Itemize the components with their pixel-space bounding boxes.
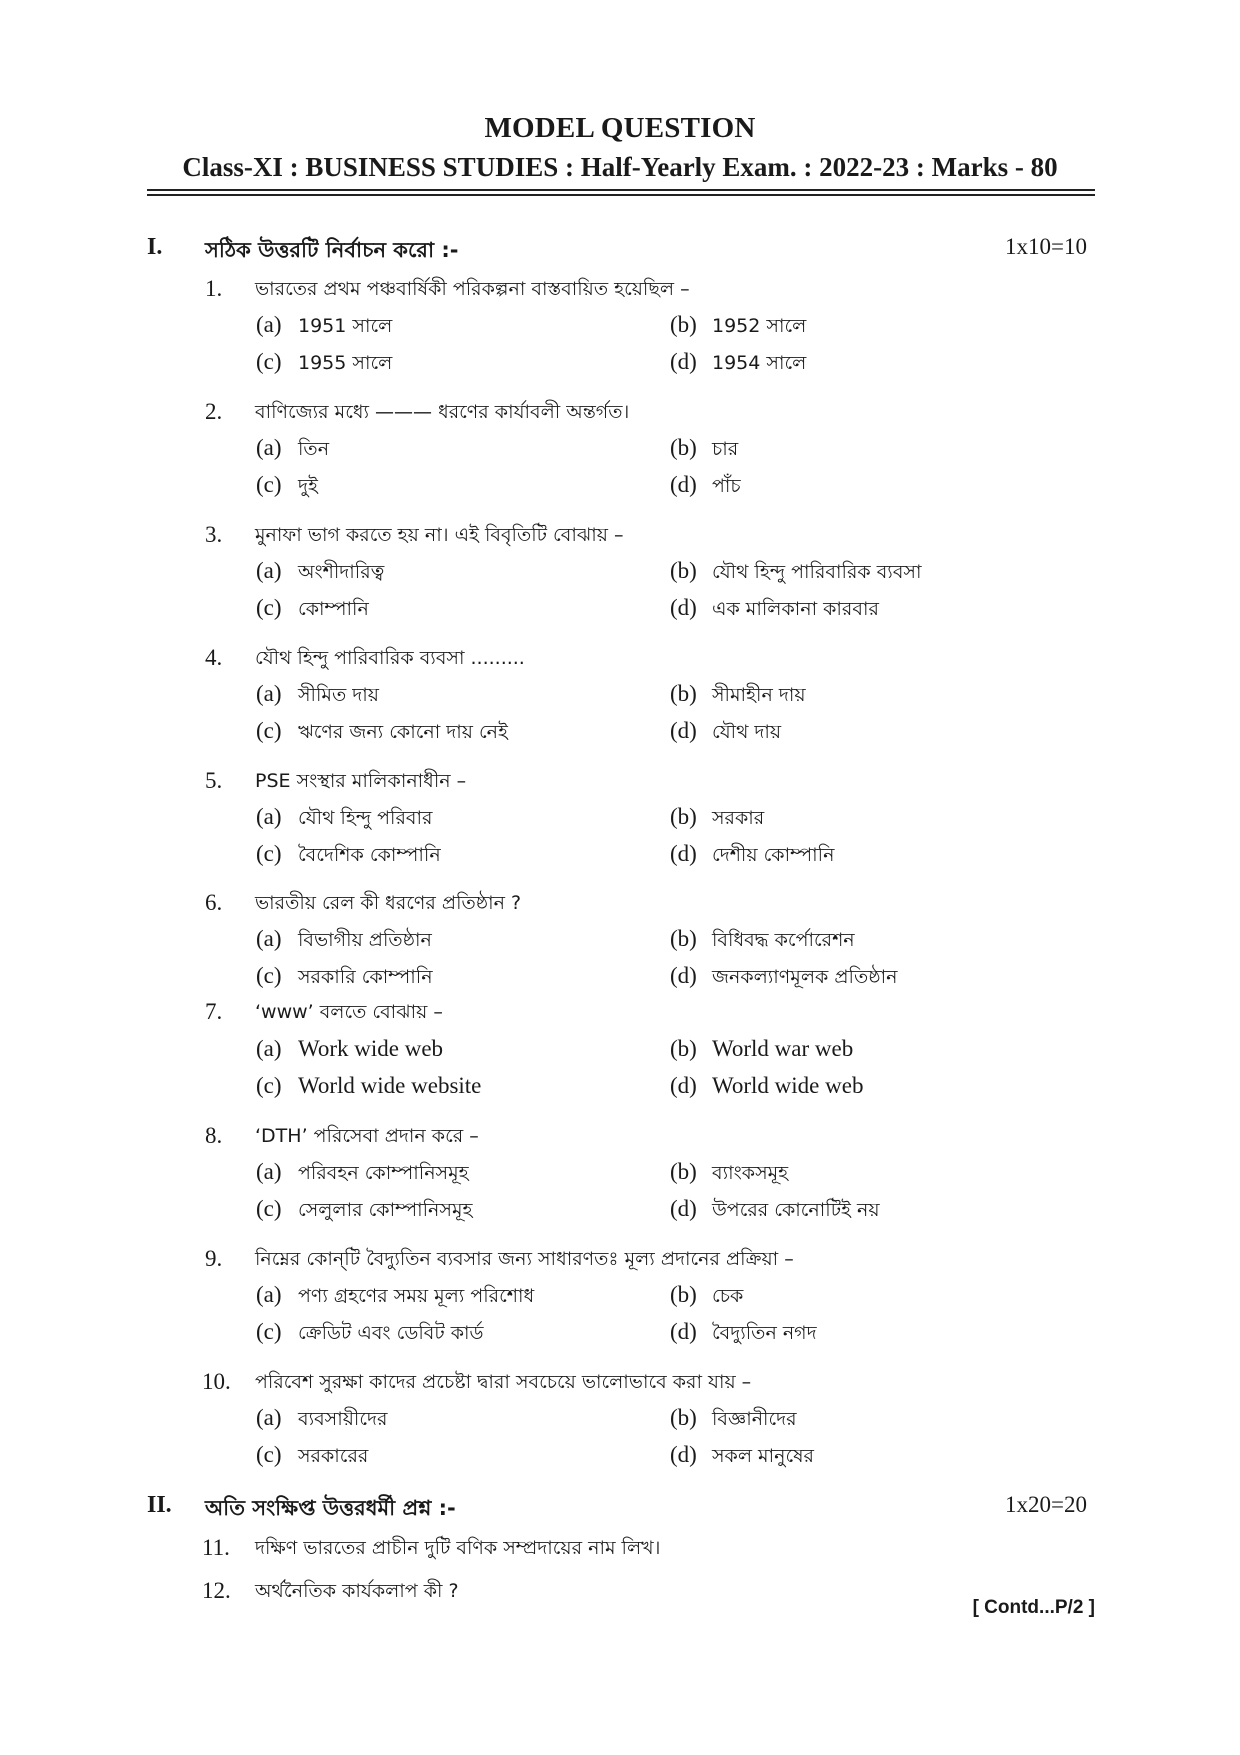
option-1d: (d) 1954 সালে — [670, 349, 807, 374]
option-5d: (d) দেশীয় কোম্পানি — [670, 841, 835, 866]
header-divider-bottom — [147, 194, 1095, 196]
question-number: 6. — [205, 890, 223, 915]
section-title: অতি সংক্ষিপ্ত উত্তরধর্মী প্রশ্ন :- — [205, 1496, 456, 1520]
option-6b: (b) বিধিবদ্ধ কর্পোরেশন — [670, 926, 855, 951]
section-number: II. — [147, 1492, 172, 1518]
option-4a: (a) সীমিত দায় — [256, 681, 379, 706]
continued-note: [ Contd...P/2 ] — [972, 1597, 1095, 1618]
section-header-mcq — [147, 234, 1087, 264]
option-9a: (a) পণ্য গ্রহণের সময় মূল্য পরিশোধ — [256, 1282, 535, 1307]
question-text: অর্থনৈতিক কার্যকলাপ কী ? — [255, 1580, 459, 1602]
option-3d: (d) এক মালিকানা কারবার — [670, 595, 879, 620]
section-title: সঠিক উত্তরটি নির্বাচন করো :- — [205, 238, 459, 262]
option-8c: (c) সেলুলার কোম্পানিসমূহ — [256, 1196, 473, 1221]
section-header-short-answer — [147, 1492, 1087, 1522]
option-7d: (d) World wide web — [670, 1073, 864, 1098]
option-9b: (b) চেক — [670, 1282, 744, 1307]
question-text: মুনাফা ভাগ করতে হয় না। এই বিবৃতিটি বোঝায় – — [255, 524, 624, 546]
option-5a: (a) যৌথ হিন্দু পরিবার — [256, 804, 433, 829]
option-7b: (b) World war web — [670, 1036, 854, 1061]
option-8d: (d) উপরের কোনোটিই নয় — [670, 1196, 880, 1221]
question-text: যৌথ হিন্দু পারিবারিক ব্যবসা ......... — [255, 647, 525, 669]
option-4b: (b) সীমাহীন দায় — [670, 681, 806, 706]
header-divider-top — [147, 189, 1095, 191]
question-number: 1. — [205, 276, 223, 301]
option-2a: (a) তিন — [256, 435, 330, 460]
option-4d: (d) যৌথ দায় — [670, 718, 782, 743]
option-6a: (a) বিভাগীয় প্রতিষ্ঠান — [256, 926, 432, 951]
question-text: PSE সংস্থার মালিকানাধীন – — [255, 770, 467, 792]
question-number: 4. — [205, 645, 223, 670]
section-marks: 1x10=10 — [1005, 234, 1087, 259]
option-1c: (c) 1955 সালে — [256, 349, 393, 374]
question-number: 2. — [205, 399, 223, 424]
option-4c: (c) ঋণের জন্য কোনো দায় নেই — [256, 718, 508, 743]
option-8b: (b) ব্যাংকসমূহ — [670, 1159, 789, 1184]
option-10a: (a) ব্যবসায়ীদের — [256, 1405, 388, 1430]
page-title: MODEL QUESTION — [484, 112, 756, 144]
option-9c: (c) ক্রেডিট এবং ডেবিট কার্ড — [256, 1319, 484, 1344]
option-2c: (c) দুই — [256, 472, 318, 497]
option-10d: (d) সকল মানুষের — [670, 1442, 815, 1467]
question-text: ‘www’ বলতে বোঝায় – — [255, 1001, 443, 1023]
question-number: 10. — [202, 1369, 231, 1394]
question-number: 9. — [205, 1246, 223, 1271]
option-2b: (b) চার — [670, 435, 739, 460]
question-text: বাণিজ্যের মধ্যে ——— ধরণের কার্যাবলী অন্তর্গত। — [255, 401, 630, 423]
option-8a: (a) পরিবহন কোম্পানিসমূহ — [256, 1159, 469, 1184]
question-number: 3. — [205, 522, 223, 547]
option-7a: (a) Work wide web — [256, 1036, 444, 1061]
option-10c: (c) সরকারের — [256, 1442, 369, 1467]
section-marks: 1x20=20 — [1005, 1492, 1087, 1517]
exam-subtitle: Class-XI : BUSINESS STUDIES : Half-Yearly Exam. : 2022-23 : Marks - 80 — [182, 152, 1058, 182]
option-1a: (a) 1951 সালে — [256, 312, 393, 337]
option-3a: (a) অংশীদারিত্ব — [256, 558, 385, 583]
question-text: নিম্নের কোন্‌টি বৈদ্যুতিন ব্যবসার জন্য সাধারণতঃ মূল্য প্রদানের প্রক্রিয়া – — [255, 1248, 794, 1270]
option-2d: (d) পাঁচ — [670, 472, 741, 497]
question-number: 8. — [205, 1123, 223, 1148]
question-text: ভারতের প্রথম পঞ্চবার্ষিকী পরিকল্পনা বাস্তবায়িত হয়েছিল – — [255, 278, 690, 300]
question-number: 7. — [205, 999, 223, 1024]
question-text: পরিবেশ সুরক্ষা কাদের প্রচেষ্টা দ্বারা সবচেয়ে ভালোভাবে করা যায় – — [255, 1371, 752, 1393]
option-3c: (c) কোম্পানি — [256, 595, 369, 620]
question-text: ভারতীয় রেল কী ধরণের প্রতিষ্ঠান ? — [255, 892, 522, 914]
section-number: I. — [147, 234, 163, 260]
option-7c: (c) World wide website — [256, 1073, 482, 1098]
option-9d: (d) বৈদ্যুতিন নগদ — [670, 1319, 817, 1344]
option-10b: (b) বিজ্ঞানীদের — [670, 1405, 797, 1430]
question-text: ‘DTH’ পরিসেবা প্রদান করে – — [255, 1125, 479, 1147]
option-5b: (b) সরকার — [670, 804, 765, 829]
option-3b: (b) যৌথ হিন্দু পারিবারিক ব্যবসা — [670, 558, 922, 583]
option-1b: (b) 1952 সালে — [670, 312, 807, 337]
option-5c: (c) বৈদেশিক কোম্পানি — [256, 841, 441, 866]
question-number: 11. — [202, 1535, 230, 1560]
question-number: 12. — [202, 1578, 231, 1603]
option-6c: (c) সরকারি কোম্পানি — [256, 963, 433, 988]
question-text: দক্ষিণ ভারতের প্রাচীন দুটি বণিক সম্প্রদায়ের নাম লিখ। — [255, 1537, 661, 1559]
option-6d: (d) জনকল্যাণমূলক প্রতিষ্ঠান — [670, 963, 898, 988]
question-number: 5. — [205, 768, 223, 793]
